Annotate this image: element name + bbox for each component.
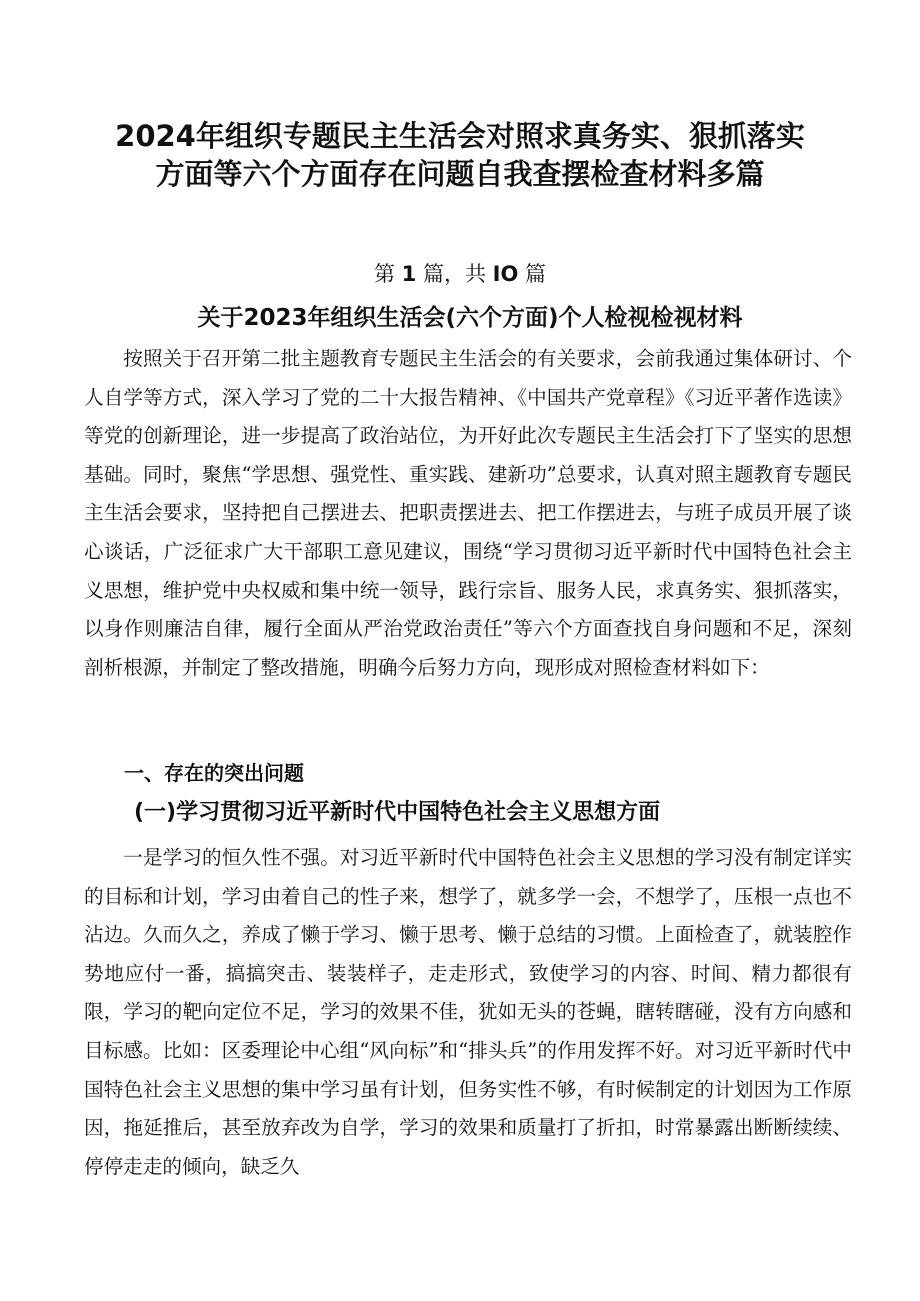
body-paragraph-intro: 按照关于召开第二批主题教育专题民主生活会的有关要求，会前我通过集体研讨、个人自学等方式，深入学习了党的二十大报告精神、《中国共产党章程》《习近平著作选读》等党的创新理论，进一步提高了政治站位，为开好此次专题民主生活会打下了坚实的思想基础。同时，聚焦“学思想、强党性、重实践、建新功”总要求，认真对照主题教育专题民主生活会要求，坚持把自己摆进去、把职责摆进去、把工作摆进去，与班子成员开展了谈心谈话，广泛征求广大干部职工意见建议，围绕“学习贯彻习近平新时代中国特色社会主义思想，维护党中央权威和集中统一领导，践行宗旨、服务人民，求真务实、狠抓落实，以身作则廉洁自律，履行全面从严治党政治责任”等六个方面查找自身问题和不足，深刻剖析根源，并制定了整改措施，明确今后努力方向，现形成对照检查材料如下： (84, 347, 852, 679)
document-title-line-2: 方面等六个方面存在问题自我查摆检查材料多篇 (155, 157, 765, 191)
article-subtitle: 关于2023年组织生活会(六个方面)个人检视检视材料 (197, 305, 743, 331)
counter-suffix: 篇 (525, 262, 547, 286)
sub-section-heading: (一)学习贯彻习近平新时代中国特色社会主义思想方面 (134, 800, 661, 825)
section-heading: 一、存在的突出问题 (124, 761, 304, 785)
counter-middle: 篇，共 (422, 262, 486, 286)
document-title-line-1: 2024年组织专题民主生活会对照求真务实、狠抓落实 (115, 119, 805, 153)
counter-prefix: 第 (373, 262, 395, 286)
article-counter (0, 259, 920, 289)
counter-total: IO (492, 262, 519, 286)
counter-number: 1 (401, 262, 417, 286)
body-paragraph-issue-1: 一是学习的恒久性不强。对习近平新时代中国特色社会主义思想的学习没有制定详实的目标和计划，学习由着自己的性子来，想学了，就多学一会，不想学了，压根一点也不沾边。久而久之，养成了懒于学习、懒于思考、懒于总结的习惯。上面检查了，就装腔作势地应付一番，搞搞突击、装装样子，走走形式，致使学习的内容、时间、精力都很有限，学习的靶向定位不足，学习的效果不佳，犹如无头的苍蝇，瞎转瞎碰，没有方向感和目标感。比如：区委理论中心组“风向标”和“排头兵”的作用发挥不好。对习近平新时代中国特色社会主义思想的集中学习虽有计划，但务实性不够，有时候制定的计划因为工作原因，拖延推后，甚至放弃改为自学，学习的效果和质量打了折扣，时常暴露出断断续续、停停走走的倾向，缺乏久 (84, 846, 852, 1178)
